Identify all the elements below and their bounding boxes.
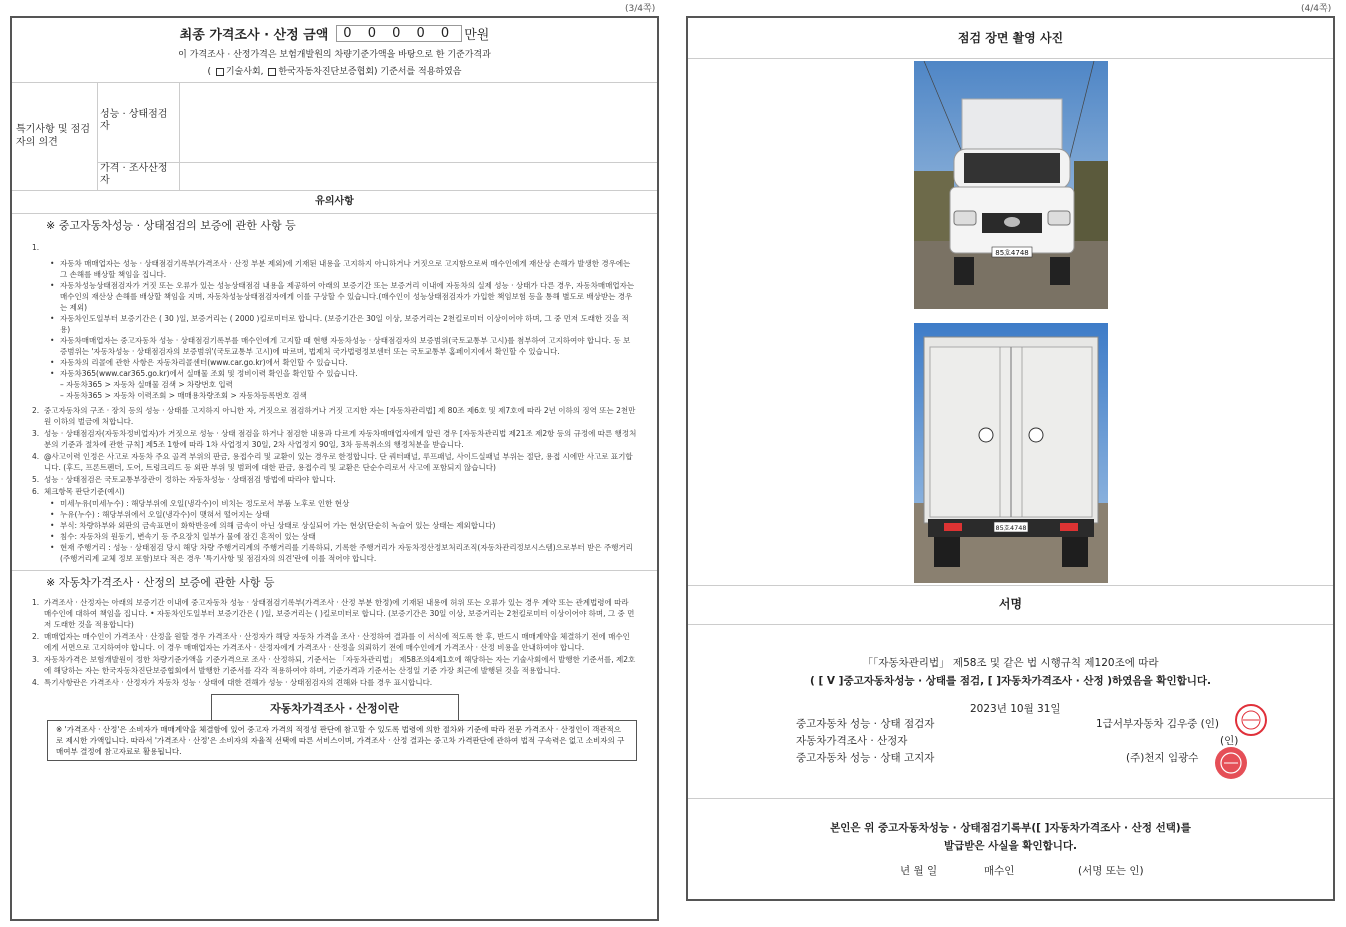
list-item: • 자동차의 리콜에 관한 사항은 자동차리콜센터(www.car.go.kr)에서 확인할 수 있습니다. <box>50 358 348 367</box>
buyer-label: 매수인 <box>984 865 1015 877</box>
list-item: 2. 중고자동차의 구조 · 장치 등의 성능 · 상태를 고지하지 아니한 자, 거짓으로 점검하거나 거짓 고지한 자는 [자동차관리법] 제 80조 제6호 및 제7호에 따라 2년 이하의 징역 또는 2천만원 이하의 벌금에 처합니다. <box>32 406 636 426</box>
list-item: • 침수: 자동차의 원동기, 변속기 등 주요장치 일부가 물에 잠긴 흔적이 있는 상태 <box>50 532 316 541</box>
list-item: 1. 가격조사 · 산정자는 아래의 보증기간 이내에 중고자동차 성능 · 상태점검기록부(가격조사 · 산정 부분 한정)에 기재된 내용에 허위 또는 오류가 있는 경우 계약 또는 관계법령에 따라 매수인에 대하여 책임을 집니다. • 자동차인도일부터 보증기간은 ( )일, 보증거리는 ( )킬로미터로 합니다. (보증기간은 30일 이상, 보증거리는 2천킬로미터 이상이어야 하며, 그 중 먼저 도래한 것을 적용합니다) <box>32 598 635 629</box>
list-item: • 자동차성능상태점검자가 거짓 또는 오류가 있는 성능상태점검 내용을 제공하여 아래의 보증기간 또는 보증거리 이내에 자동차의 실제 성능 · 상태가 다른 경우, 자동차매매업자는 매수인의 재산상 손해를 배상할 책임을 지며, 자동차성능상태점검자에게 이를 구상할 수 있습니다.(매수인이 성능상태점검자가 가입한 책임보험 등을 통해 별도로 배상받는 경우는 제외) <box>50 281 635 312</box>
inspector-stamp <box>1233 702 1269 741</box>
list-item: • 자동차365(www.car365.go.kr)에서 실매물 조회 및 정비이력 확인을 확인할 수 있습니다. <box>50 369 358 378</box>
appraisal-box-body: ※ '가격조사 · 산정'은 소비자가 매매계약을 체결함에 있어 중고자 가격의 적정성 판단에 참고할 수 있도록 법령에 의한 절차와 기준에 따라 전문 가격조사 · 산정인이 객관적으로 제시한 가액입니다. 따라서 '가격조사 · 산정'은 소비자의 자율적 선택에 따른 서비스이며, 가격조사 · 산정 결과는 중고차 가격판단에 관하여 법적 구속력은 없고 소비자의 구매여부 결정에 참고자료로 활용됩니다. <box>47 720 637 761</box>
opinion-label: 특기사항 및 점검자의 의견 <box>12 83 98 190</box>
page-number-left: (3/4쪽) <box>625 4 656 14</box>
caution-title: 유의사항 <box>12 190 657 214</box>
list-item: • 부식: 차량하부와 외판의 금속표면이 화학반응에 의해 금속이 아닌 상태로 상실되어 가는 현상(단순히 녹슬어 있는 상태는 제외합니다) <box>50 521 496 530</box>
list-item: • 미세누유(미세누수) : 해당부위에 오일(냉각수)이 비치는 정도로서 부품 노후로 인한 현상 <box>50 499 350 508</box>
list-item: • 자동차 매매업자는 성능 · 상태점검기록부(가격조사 · 산정 부분 제외)에 기재된 내용을 고지하지 아니하거나 거짓으로 고지함으로써 매수인에게 재산상 손해가 발생한 경우에는 그 손해를 배상할 책임을 집니다. <box>50 259 631 279</box>
checkbox-tech-society[interactable] <box>216 68 224 76</box>
list-item: 3. 자동차가격은 보험개발원이 정한 차량기준가액을 기준가격으로 조사 · 산정하되, 기준서는 「자동차관리법」 제58조의4제1호에 해당하는 자는 기술사회에서 발행한 기준서를, 제2호에 해당하는 자는 한국자동차진단보증협회에서 발행한 기준서를 각각 적용하여야 하며, 기준가격과 기준서는 산정일 기준 가장 최근에 발행된 것을 적용합니다. <box>32 655 636 675</box>
amount-unit: 만원 <box>464 28 490 43</box>
section2-title: ※ 자동차가격조사 · 산정의 보증에 관한 사항 등 <box>46 576 275 589</box>
buyer-sign-date: 년 월 일 <box>900 865 938 877</box>
notifier-name: (주)천지 임광수 <box>1126 752 1199 764</box>
final-price-section <box>12 18 657 82</box>
list-subline: – 자동차365 > 자동차 실매물 검색 > 차량번호 입력 <box>60 380 233 389</box>
opinion-appraiser-field[interactable] <box>180 163 657 190</box>
rear-truck-photo <box>914 323 1108 583</box>
list-item: • 누유(누수) : 해당부위에서 오일(냉각수)이 맺혀서 떨어지는 상태 <box>50 510 270 519</box>
confirm-line-2: 발급받은 사실을 확인합니다. <box>943 840 1077 852</box>
section2-body <box>12 591 657 688</box>
photo-section-title: 점검 장면 촬영 사진 <box>957 31 1064 45</box>
section1-title: ※ 중고자동차성능 · 상태점검의 보증에 관한 사항 등 <box>46 219 296 232</box>
notifier-stamp <box>1212 744 1250 785</box>
list-item: 4. 특기사항란은 가격조사 · 산정자가 자동차 성능 · 상태에 대한 견해가 성능 · 상태점검자의 견해와 다를 경우 표시합니다. <box>32 678 433 687</box>
checkbox-kada[interactable] <box>268 68 276 76</box>
rear-plate-text: 85호4748 <box>995 524 1027 532</box>
law-line-1: 「「자동차관리법」 제58조 및 같은 법 시행규칙 제120조에 따라 <box>862 657 1159 669</box>
list-item: 5. 성능 · 상태점검은 국토교통부장관이 정하는 자동차성능 · 상태점검 방법에 따라야 합니다. <box>32 475 336 484</box>
final-price-title: 최종 가격조사 · 산정 금액 <box>179 28 329 43</box>
list-item: 6. 체크항목 판단기준(예시) <box>32 487 125 496</box>
role-inspector: 중고자동차 성능 · 상태 점검자 <box>796 718 935 730</box>
front-truck-photo <box>914 61 1108 309</box>
sign-date: 2023년 10월 31일 <box>970 703 1061 715</box>
opinion-inspector-label: 성능 · 상태점검자 <box>98 83 180 162</box>
appraisal-box-title: 자동차가격조사 · 산정이란 <box>211 694 459 720</box>
right-page <box>686 16 1335 901</box>
list-item: 3. 성능 · 상태점검자(자동차정비업자)가 거짓으로 성능 · 상태 점검을 하거나 점검한 내용과 다르게 자동차매매업자에게 알린 경우 [자동차관리법 제21조 제2항 등의 규정에 따른 행정처분의 기준과 절차에 관한 규칙] 제5조 1항에 따라 1차 사업정지 30일, 2차 사업정지 90일, 3차 등록취소의 행정처분을 받습니다. <box>32 429 637 449</box>
appraiser-seal: (인) <box>1220 735 1239 747</box>
front-plate-text: 85호4748 <box>995 249 1029 257</box>
list-item: 4. @사고이력 인정은 사고로 자동차 주요 골격 부위의 판금, 용접수리 및 교환이 있는 경우로 한정합니다. 단 쿼터패널, 루프패널, 사이드실패널 부위는 절단, 용접 시에만 사고로 표기합니다. (후드, 프론트펜더, 도어, 트렁크리드 등 외판 부위 및 범퍼에 대한 판금, 용접수리 및 교환은 단순수리로서 사고에 포함되지 않습니다) <box>32 452 633 472</box>
role-notifier: 중고자동차 성능 · 상태 고지자 <box>796 752 935 764</box>
role-appraiser: 자동차가격조사 · 산정자 <box>796 735 908 747</box>
list-item: • 자동차인도일부터 보증기간은 ( 30 )일, 보증거리는 ( 2000 )킬로미터로 합니다. (보증기간은 30일 이상, 보증거리는 2천킬로미터 이상이어야 하며, 그 중 먼저 도래한 것을 적용) <box>50 314 629 334</box>
law-line-2: ( [ V ]중고자동차성능 · 상태를 점검, [ ]자동차가격조사 · 산정 )하였음을 확인합니다. <box>809 675 1212 687</box>
price-subtitle: 이 가격조사 · 산정가격은 보험개발원의 차량기준가액을 바탕으로 한 기준가격과 <box>178 50 491 60</box>
page-number-right: (4/4쪽) <box>1301 4 1332 14</box>
list-item: 1. <box>32 243 40 252</box>
opinion-section <box>12 82 657 190</box>
buyer-sign-hint[interactable]: (서명 또는 인) <box>1078 865 1144 877</box>
opinion-appraiser-label: 가격 · 조사산정자 <box>98 163 180 190</box>
amount-box[interactable]: 0 0 0 0 0 <box>336 25 462 42</box>
list-subline: – 자동차365 > 자동차 이력조회 > 매매용차량조회 > 자동차등록번호 검색 <box>60 391 307 400</box>
section1-body <box>12 234 657 564</box>
opinion-inspector-field[interactable] <box>180 83 657 162</box>
list-item: 2. 매매업자는 매수인이 가격조사 · 산정을 원할 경우 가격조사 · 산정자가 해당 자동차 가격을 조사 · 산정하여 결과를 이 서식에 적도록 한 후, 반드시 매매계약을 체결하기 전에 매수인에게 서면으로 고지하여야 합니다. 이 경우 매매업자는 가격조사 · 산정자에게 가격조사 · 산정을 의뢰하기 전에 매수인에게 가격조사 · 산정 비용을 안내하여야 합니다. <box>32 632 630 652</box>
inspector-name: 1급서부자동차 김우중 (인) <box>1096 718 1219 730</box>
left-page <box>10 16 659 921</box>
standard-line: ( 기술사회, 한국자동차진단보증협회) 기준서를 적용하였음 <box>207 67 462 77</box>
list-item: • 자동차매매업자는 중고자동차 성능 · 상태점검기록부를 매수인에게 고지할 때 현행 자동차성능 · 상태점검자의 보증범위(국토교통부 고시)를 첨부하여 고지하여야 합니다. 동 보증범위는 '자동차성능 · 상태점검자의 보증범위'(국토교통부 고시)에 따르며, 법제처 국가법령정보센터 또는 국토교통부 홈페이지에서 확인할 수 있습니다. <box>50 336 631 356</box>
confirm-line-1: 본인은 위 중고자동차성능 · 상태점검기록부([ ]자동차가격조사 · 산정 선택)를 <box>830 822 1191 834</box>
list-item: • 현재 주행거리 : 성능 · 상태점검 당시 해당 차량 주행거리계의 주행거리를 기록하되, 기록한 주행거리가 자동차정산정보처리조직(자동차관리정보시스템)으로부터 받은 주행거리(주행거리계 교체 정보 포함)보다 적은 경우 '특기사항 및 점검자의 의견'란에 이를 적어야 합니다. <box>50 543 633 563</box>
signature-title: 서명 <box>998 597 1023 611</box>
